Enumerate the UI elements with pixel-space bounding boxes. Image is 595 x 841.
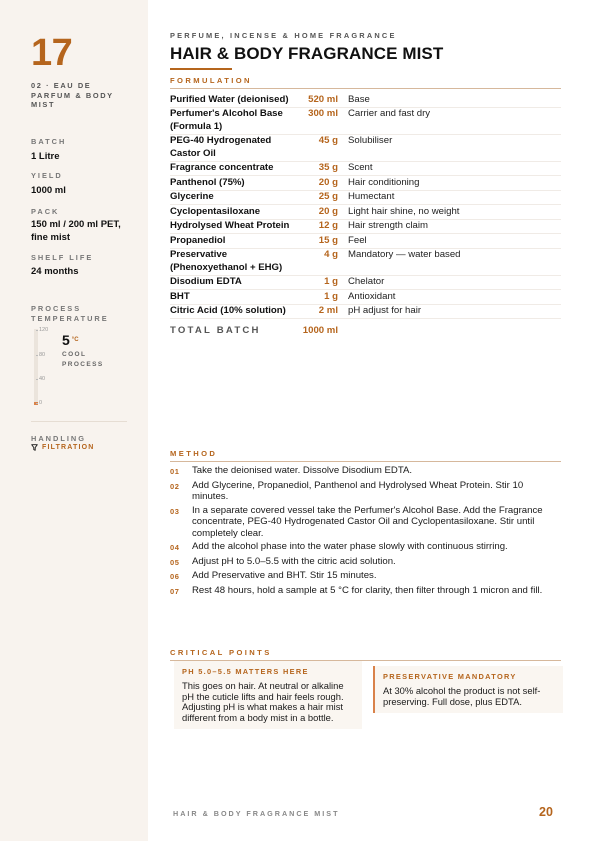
- ingredient-role: Mandatory — water based: [348, 248, 561, 275]
- ingredient-row: [170, 234, 561, 249]
- yield-value: 1000 ml: [31, 185, 66, 196]
- ingredient-quantity: 35 g: [298, 161, 348, 176]
- ingredient-row: [170, 134, 561, 161]
- method-step: [170, 585, 561, 598]
- temperature-value: 5: [62, 332, 70, 348]
- method-step: [170, 465, 561, 478]
- ingredient-row: [170, 107, 561, 134]
- step-text: Rest 48 hours, hold a sample at 5 °C for clarity, then filter through 1 micron and fill.: [192, 584, 543, 596]
- critical-card-ph: [172, 661, 362, 729]
- batch-value: 1 Litre: [31, 151, 60, 162]
- ingredient-name: Preservative (Phenoxyethanol + EHG): [170, 248, 298, 275]
- recipe-category: 02 · EAU DE PARFUM & BODY MIST: [31, 81, 114, 109]
- ingredient-name: Hydrolysed Wheat Protein: [170, 219, 298, 234]
- step-number: 01: [170, 467, 180, 476]
- ingredient-row: [170, 304, 561, 319]
- total-batch-label: TOTAL BATCH: [170, 319, 298, 339]
- step-text: Add Preservative and BHT. Stir 15 minutes.: [192, 570, 377, 581]
- ingredient-quantity: 12 g: [298, 219, 348, 234]
- total-batch-spacer: [348, 319, 561, 339]
- gauge-tick: 40: [39, 376, 46, 382]
- ingredient-name: BHT: [170, 290, 298, 305]
- ingredient-row: [170, 248, 561, 275]
- method-step: [170, 541, 561, 554]
- ingredient-quantity: 1 g: [298, 290, 348, 305]
- step-text: Add the alcohol phase into the water phase slowly with continuous stirring.: [192, 541, 508, 552]
- shelf-life-value: 24 months: [31, 266, 79, 277]
- method-step: [170, 556, 561, 569]
- ingredient-quantity: 520 ml: [298, 93, 348, 107]
- ingredient-quantity: 4 g: [298, 248, 348, 275]
- ingredient-table: [170, 93, 561, 338]
- ingredient-name: Fragrance concentrate: [170, 161, 298, 176]
- step-text: Take the deionised water. Dissolve Disodium EDTA.: [192, 465, 413, 476]
- ingredient-name: Citric Acid (10% solution): [170, 304, 298, 319]
- method-steps: [170, 465, 561, 599]
- gauge-tick: 80: [39, 352, 46, 358]
- ingredient-role: Hair strength claim: [348, 219, 561, 234]
- handling-tag: [31, 444, 95, 451]
- ingredient-row: [170, 161, 561, 176]
- gauge-tick: 0: [39, 400, 43, 406]
- ingredient-role: Scent: [348, 161, 561, 176]
- handling-label: HANDLING: [31, 434, 87, 443]
- ingredient-role: Base: [348, 93, 561, 107]
- ingredient-role: pH adjust for hair: [348, 304, 561, 319]
- ingredient-quantity: 300 ml: [298, 107, 348, 134]
- section-category: PERFUME, INCENSE & HOME FRAGRANCE: [170, 31, 397, 40]
- method-rule: [170, 461, 561, 462]
- yield-label: YIELD: [31, 171, 63, 180]
- ingredient-quantity: 2 ml: [298, 304, 348, 319]
- sidebar: [0, 0, 148, 841]
- step-text: Adjust pH to 5.0–5.5 with the citric acid solution.: [192, 555, 396, 567]
- ingredient-name: Disodium EDTA: [170, 275, 298, 290]
- step-number: 07: [170, 586, 180, 596]
- ingredient-quantity: 25 g: [298, 190, 348, 205]
- formulation-heading: FORMULATION: [170, 76, 252, 85]
- batch-label: BATCH: [31, 137, 67, 146]
- critical-card-body: This goes on hair. At neutral or alkaline pH the cuticle lifts and hair feels rough. Adjusting pH is what makes a hair mist different from a body mist in a bottle.: [182, 680, 344, 723]
- ingredient-row: [170, 275, 561, 290]
- ingredient-role: Antioxidant: [348, 290, 561, 305]
- recipe-number: 17: [31, 32, 73, 74]
- total-batch-value: 1000 ml: [298, 319, 348, 339]
- ingredient-row: [170, 93, 561, 107]
- critical-card-title: PH 5.0–5.5 MATTERS HERE: [182, 667, 309, 676]
- handling-tag-label: FILTRATION: [42, 444, 95, 451]
- ingredient-role: Hair conditioning: [348, 176, 561, 191]
- step-number: 06: [170, 572, 180, 581]
- step-text: In a separate covered vessel take the Perfumer's Alcohol Base. Add the Fragrance concentrate, PEG-40 Hydrogenated Castor Oil and Cyclopentasiloxane. Stir until completely clear.: [192, 504, 543, 539]
- ingredient-quantity: 20 g: [298, 176, 348, 191]
- gauge-track: [34, 329, 38, 405]
- ingredient-role: Humectant: [348, 190, 561, 205]
- page-title: HAIR & BODY FRAGRANCE MIST: [170, 44, 444, 63]
- handling-divider: [31, 421, 127, 422]
- ingredient-name: PEG-40 Hydrogenated Castor Oil: [170, 134, 298, 161]
- shelf-life-label: SHELF LIFE: [31, 253, 94, 262]
- ingredient-role: Solubiliser: [348, 134, 561, 161]
- formulation-rule: [170, 88, 561, 89]
- ingredient-name: Propanediol: [170, 234, 298, 249]
- temperature-readout: [62, 332, 79, 348]
- ingredient-role: Feel: [348, 234, 561, 249]
- ingredient-row: [170, 290, 561, 305]
- ingredient-name: Glycerine: [170, 190, 298, 205]
- method-step: [170, 570, 561, 583]
- ingredient-name: Cyclopentasiloxane: [170, 205, 298, 220]
- ingredient-quantity: 1 g: [298, 275, 348, 290]
- ingredient-quantity: 45 g: [298, 134, 348, 161]
- total-batch-row: [170, 319, 561, 339]
- critical-card-body: At 30% alcohol the product is not self-preserving. Full dose, plus EDTA.: [383, 685, 541, 707]
- temperature-unit: °C: [71, 337, 79, 343]
- ingredient-name: Panthenol (75%): [170, 176, 298, 191]
- method-step: [170, 505, 561, 540]
- footer-title: HAIR & BODY FRAGRANCE MIST: [173, 809, 340, 818]
- ingredient-name: Perfumer's Alcohol Base (Formula 1): [170, 107, 298, 134]
- critical-card-title: PRESERVATIVE MANDATORY: [383, 672, 517, 681]
- ingredient-quantity: 20 g: [298, 205, 348, 220]
- step-number: 05: [170, 557, 180, 567]
- ingredient-role: Light hair shine, no weight: [348, 205, 561, 220]
- critical-points-heading: CRITICAL POINTS: [170, 648, 272, 657]
- step-text: Add Glycerine, Propanediol, Panthenol and Hydrolysed Wheat Protein. Stir 10 minutes.: [192, 479, 524, 502]
- pack-label: PACK: [31, 207, 60, 216]
- filter-icon: [31, 444, 38, 451]
- method-heading: METHOD: [170, 449, 218, 458]
- page-number: 20: [539, 805, 553, 819]
- ingredient-row: [170, 190, 561, 205]
- ingredient-role: Carrier and fast dry: [348, 107, 561, 134]
- ingredient-role: Chelator: [348, 275, 561, 290]
- ingredient-quantity: 15 g: [298, 234, 348, 249]
- ingredient-row: [170, 219, 561, 234]
- step-number: 03: [170, 506, 180, 516]
- ingredient-row: [170, 205, 561, 220]
- temperature-gauge: [31, 327, 141, 409]
- step-number: 02: [170, 481, 180, 491]
- temperature-note: COOL PROCESS: [62, 351, 104, 368]
- method-step: [170, 480, 561, 503]
- critical-card-preservative: [373, 666, 563, 713]
- ingredient-name: Purified Water (deionised): [170, 93, 298, 107]
- pack-value: 150 ml / 200 ml PET, fine mist: [31, 219, 121, 243]
- step-number: 04: [170, 543, 180, 552]
- gauge-tick: 120: [39, 327, 49, 333]
- title-underline: [170, 68, 232, 70]
- ingredient-row: [170, 176, 561, 191]
- process-temperature-label: PROCESS TEMPERATURE: [31, 304, 109, 323]
